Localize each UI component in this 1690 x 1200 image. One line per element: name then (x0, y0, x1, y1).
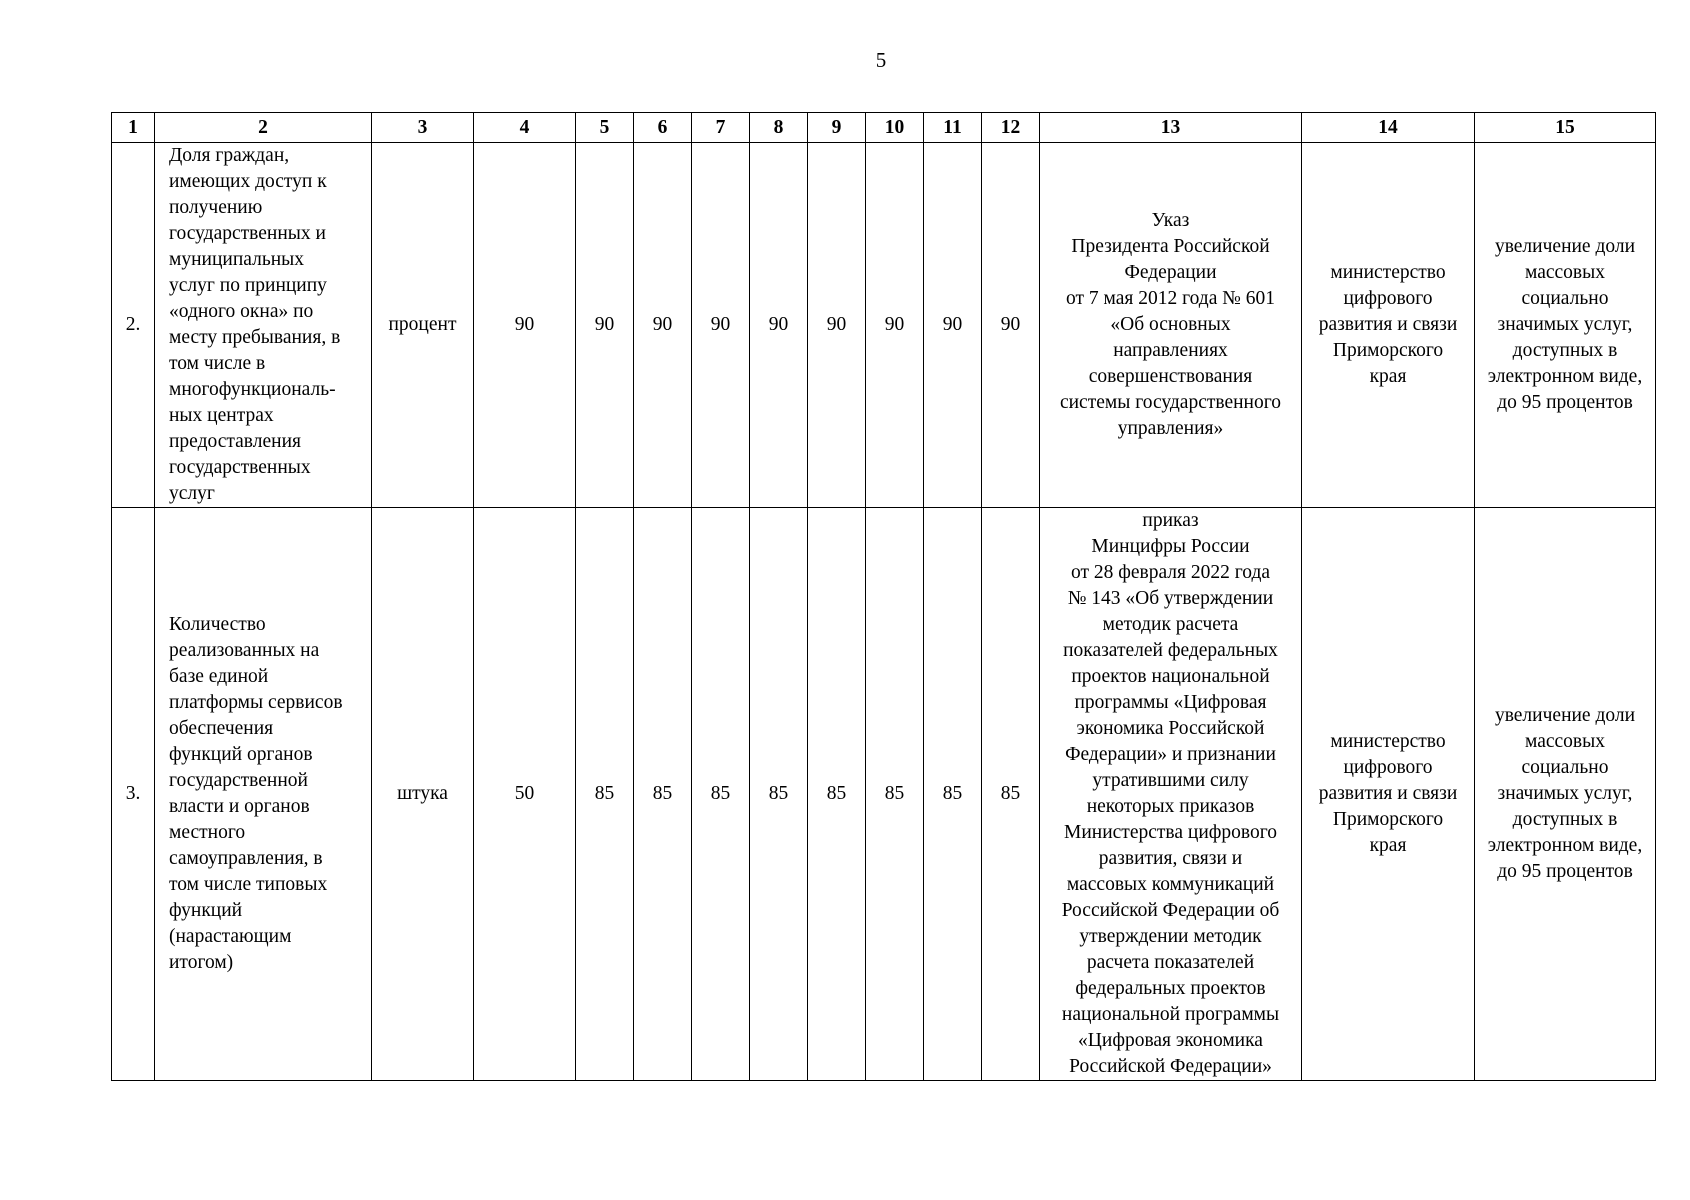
header-cell: 3 (372, 113, 474, 143)
connection-cell: увеличение доли массовых социально значимых услуг, доступных в электронном виде, до 95 процентов (1475, 508, 1656, 1081)
value-cell: 90 (692, 143, 750, 508)
value-cell: 90 (750, 143, 808, 508)
header-cell: 14 (1302, 113, 1475, 143)
value-cell: 90 (808, 143, 866, 508)
header-row (112, 113, 1656, 143)
header-cell: 10 (866, 113, 924, 143)
value-cell: 85 (750, 508, 808, 1081)
value-cell: 90 (634, 143, 692, 508)
value-cell: 90 (866, 143, 924, 508)
responsible-cell: министерство цифрового развития и связи Приморского края (1302, 143, 1475, 508)
header-cell: 7 (692, 113, 750, 143)
header-cell: 6 (634, 113, 692, 143)
basis-cell: Указ Президента Российской Федерации от 7 мая 2012 года № 601 «Об основных направлениях совершенствования системы государственного управления» (1040, 143, 1302, 508)
header-cell: 1 (112, 113, 155, 143)
unit-cell: штука (372, 508, 474, 1081)
header-cell: 4 (474, 113, 576, 143)
indicators-table (111, 112, 1656, 1081)
basis-cell: приказ Минцифры России от 28 февраля 2022 года № 143 «Об утверждении методик расчета показателей федеральных проектов национальной программы «Цифровая экономика Российской Федерации» и признании утратившими силу некоторых приказов Министерства цифрового развития, связи и массовых коммуникаций Российской Федерации об утверждении методик расчета показателей федеральных проектов национальной программы «Цифровая экономика Российской Федерации» (1040, 508, 1302, 1081)
value-cell: 85 (924, 508, 982, 1081)
header-cell: 5 (576, 113, 634, 143)
indicator-name: Доля граждан, имеющих доступ к получению государственных и муниципальных услуг по принципу «одного окна» по месту пребывания, в том числе в многофункциональ- ных центрах предоставления государственных услуг (155, 143, 372, 508)
value-cell: 85 (866, 508, 924, 1081)
value-cell: 90 (576, 143, 634, 508)
row-number: 2. (112, 143, 155, 508)
value-cell: 85 (982, 508, 1040, 1081)
value-cell: 85 (634, 508, 692, 1081)
value-cell: 50 (474, 508, 576, 1081)
header-cell: 15 (1475, 113, 1656, 143)
page-number: 5 (875, 48, 887, 72)
value-cell: 90 (474, 143, 576, 508)
responsible-cell: министерство цифрового развития и связи Приморского края (1302, 508, 1475, 1081)
header-cell: 13 (1040, 113, 1302, 143)
table-row (112, 508, 1656, 1081)
connection-cell: увеличение доли массовых социально значимых услуг, доступных в электронном виде, до 95 процентов (1475, 143, 1656, 508)
value-cell: 90 (924, 143, 982, 508)
header-cell: 8 (750, 113, 808, 143)
header-cell: 9 (808, 113, 866, 143)
unit-cell: процент (372, 143, 474, 508)
value-cell: 85 (692, 508, 750, 1081)
header-cell: 11 (924, 113, 982, 143)
value-cell: 90 (982, 143, 1040, 508)
indicator-name: Количество реализованных на базе единой платформы сервисов обеспечения функций органов государственной власти и органов местного самоуправления, в том числе типовых функций (нарастающим итогом) (155, 508, 372, 1081)
table-row (112, 143, 1656, 508)
value-cell: 85 (808, 508, 866, 1081)
header-cell: 2 (155, 113, 372, 143)
row-number: 3. (112, 508, 155, 1081)
value-cell: 85 (576, 508, 634, 1081)
header-cell: 12 (982, 113, 1040, 143)
